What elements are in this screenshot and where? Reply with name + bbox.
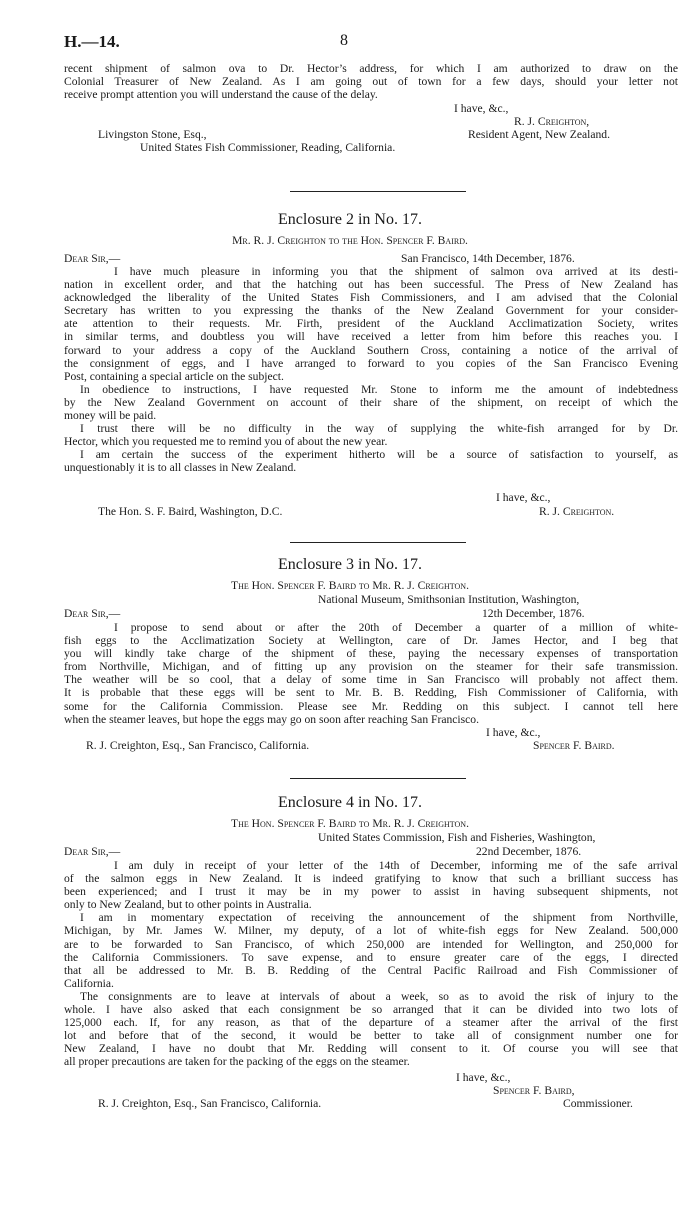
letter-body: [64, 859, 678, 1069]
text-line: ate attention to their requests. Mr. Firth, president of the Auckland Acclimatization Society, writes: [64, 317, 678, 331]
signer: R. J. Creighton.: [539, 505, 615, 518]
text-line: Colonial Treasurer of New Zealand. As I am going out of town for a few days, should your letter not: [64, 75, 678, 89]
text-line: only to New Zealand, but to other points in Australia.: [64, 898, 312, 912]
letter-body: [64, 265, 678, 475]
text-line: 125,000 each. If, for any reason, as that of the departure of a steamer after the arrival of the first: [64, 1016, 678, 1030]
text-line: whole. I have also asked that each consignment be so arranged that it can be divided into two lots of: [64, 1003, 678, 1017]
text-line: money will be paid.: [64, 409, 157, 423]
date: 22nd December, 1876.: [476, 845, 582, 858]
place: National Museum, Smithsonian Institution, Washington,: [318, 593, 580, 606]
salutation: Dear Sir,—: [64, 845, 121, 858]
text-line: all proper precautions are taken for the packing of the eggs on the steamer.: [64, 1055, 410, 1069]
text-line: are to be forwarded to San Francisco, of which 250,000 are intended for Wellington, and 250,000 for: [64, 937, 678, 951]
text-line: California.: [64, 976, 114, 990]
text-line: receive prompt attention you will understand the cause of the delay.: [64, 88, 378, 102]
text-line: The consignments are to leave at intervals of about a week, so as to avoid the risk of injury to the: [80, 989, 678, 1003]
text-line: I am certain the success of the experiment hitherto will be a source of satisfaction to yourself, as: [80, 448, 678, 462]
text-line: I am in momentary expectation of receiving the announcement of the shipment from Northville,: [80, 911, 678, 925]
intro-paragraph: [64, 62, 678, 101]
enclosure-title: Enclosure 3 in No. 17.: [278, 556, 422, 573]
page-number: 8: [340, 32, 348, 49]
text-line: I propose to send about or after the 20th of December a quarter of a million of white-: [114, 621, 678, 634]
text-line: some for the California Commission. Please see Mr. Redding on this subject. I cannot tell here: [64, 699, 678, 713]
signer: R. J. Creighton,: [514, 115, 590, 128]
salutation: Dear Sir,—: [64, 252, 121, 265]
text-line: the California Commissioners. To save expense, and to ensure greater care of the eggs, I directed: [64, 950, 678, 964]
text-line: In obedience to instructions, I have requested Mr. Stone to inform me the amount of indebtedness: [80, 382, 678, 396]
addressee: R. J. Creighton, Esq., San Francisco, California.: [86, 739, 310, 752]
text-line: you will kindly take charge of the shipment of these, paying the necessary expenses of transportation: [64, 647, 678, 661]
text-line: Hector, which you requested me to remind you of about the new year.: [64, 435, 388, 449]
closing: I have, &c.,: [496, 491, 551, 504]
text-line: the consignment of eggs, and I have arranged to forward to you copies of the San Francisco Evening: [64, 356, 678, 370]
addressee-detail: United States Fish Commissioner, Reading, California.: [140, 141, 396, 154]
text-line: recent shipment of salmon ova to Dr. Hector’s address, for which I am authorized to draw on the: [64, 62, 678, 75]
text-line: I trust there will be no difficulty in the way of supplying the white-fish arranged for by Dr.: [80, 422, 678, 436]
text-line: that all be addressed to Mr. B. B. Redding of the Central Pacific Railroad and Fish Commissioner of: [64, 963, 678, 977]
text-line: lot and before that of the second, it would be better to take all of consignment number one for: [64, 1029, 678, 1043]
signer-title: Commissioner.: [563, 1097, 633, 1110]
text-line: Secretary has written to you expressing the thanks of the New Zealand Government for your consider-: [64, 304, 678, 318]
text-line: The weather will be so cool, that a delay of some time in San Francisco will probably not affect them.: [64, 673, 678, 687]
enclosure-subtitle: The Hon. Spencer F. Baird to Mr. R. J. Creighton.: [231, 817, 469, 830]
text-line: Post, containing a special article on the subject.: [64, 369, 284, 383]
text-line: nation in excellent order, and that the hatching out has been successful. The Press of New Zealand has: [64, 278, 678, 292]
text-line: acknowledged the liberality of the United States Fish Commissioners, and I am advised that the Colonial: [64, 291, 678, 305]
signer: Spencer F. Baird.: [533, 739, 615, 752]
text-line: I have much pleasure in informing you that the shipment of salmon ova arrived at its desti-: [114, 265, 678, 278]
signer: Spencer F. Baird,: [493, 1084, 575, 1097]
enclosure-subtitle: Mr. R. J. Creighton to the Hon. Spencer F. Baird.: [232, 234, 468, 247]
salutation: Dear Sir,—: [64, 607, 121, 620]
text-line: unquestionably it is to all classes in New Zealand.: [64, 461, 297, 475]
text-line: fish eggs to the Acclimatization Society at Wellington, care of Dr. James Hector, and I beg that: [64, 634, 678, 648]
place: United States Commission, Fish and Fisheries, Washington,: [318, 831, 596, 844]
place-date: San Francisco, 14th December, 1876.: [401, 252, 575, 265]
text-line: when the steamer leaves, but hope the eggs may go on soon after reaching San Francisco.: [64, 712, 479, 726]
text-line: from Northville, Michigan, and of fitting up any provision on the steamer for their safe transmission.: [64, 660, 678, 674]
section-divider: [290, 542, 466, 543]
text-line: I am duly in receipt of your letter of the 14th of December, informing me of the safe arrival: [114, 859, 678, 872]
addressee: Livingston Stone, Esq.,: [98, 128, 207, 141]
letter-body: [64, 621, 678, 726]
section-divider: [290, 778, 466, 779]
text-line: It is probable that these eggs will be sent to Mr. B. B. Redding, Fish Commissioner of California, with: [64, 686, 678, 700]
text-line: forward to your address a copy of the Auckland Southern Cross, containing a notice of the arrival of: [64, 343, 678, 357]
closing: I have, &c.,: [486, 726, 541, 739]
enclosure-title: Enclosure 2 in No. 17.: [278, 211, 422, 228]
date: 12th December, 1876.: [482, 607, 585, 620]
addressee: R. J. Creighton, Esq., San Francisco, California.: [98, 1097, 322, 1110]
report-reference: H.—14.: [64, 32, 120, 51]
text-line: been experienced; and I trust it may be in my power to assist in having subsequent shipments, not: [64, 885, 678, 899]
closing: I have, &c.,: [454, 102, 509, 115]
enclosure-title: Enclosure 4 in No. 17.: [278, 794, 422, 811]
section-divider: [290, 191, 466, 192]
addressee: The Hon. S. F. Baird, Washington, D.C.: [98, 505, 283, 518]
text-line: New Zealand, I have no doubt that Mr. Redding will consent to it. Of course you will see that: [64, 1042, 678, 1056]
text-line: by the New Zealand Government on account of their share of the shipment, on receipt of which the: [64, 395, 678, 409]
text-line: Michigan, by Mr. James W. Milner, my deputy, of a lot of white-fish eggs for New Zealand. 500,000: [64, 924, 678, 938]
text-line: in similar terms, and doubtless you will have received a letter from him before this reaches you. I: [64, 330, 678, 344]
enclosure-subtitle: The Hon. Spencer F. Baird to Mr. R. J. Creighton.: [231, 579, 469, 592]
signer-title: Resident Agent, New Zealand.: [468, 128, 610, 141]
text-line: of the salmon eggs in New Zealand. It is indeed gratifying to know that such a brilliant success has: [64, 872, 678, 886]
closing: I have, &c.,: [456, 1071, 511, 1084]
